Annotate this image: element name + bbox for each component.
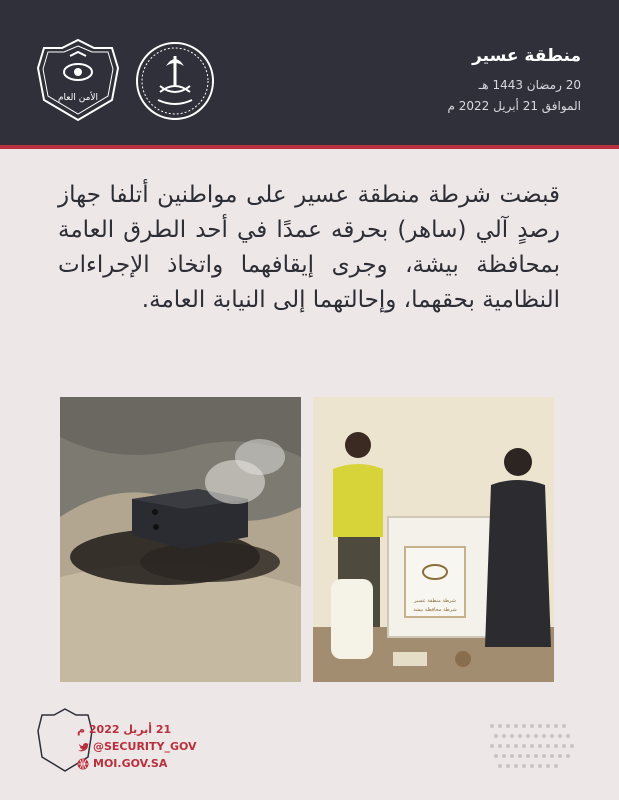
date-gregorian: الموافق 21 أبريل 2022 م — [447, 99, 581, 113]
sign-line-2: شرطة محافظة بيشة — [413, 607, 457, 613]
suspects-photo — [313, 397, 554, 682]
decorative-dots — [488, 722, 580, 774]
ministry-emblem-logo — [134, 40, 216, 122]
date-hijri: 20 رمضان 1443 هـ — [478, 78, 581, 92]
website-url[interactable]: MOI.GOV.SA — [93, 757, 168, 770]
region-title: منطقة عسير — [472, 46, 581, 66]
public-security-logo — [36, 38, 120, 122]
website-row[interactable] — [77, 755, 197, 772]
twitter-row[interactable] — [77, 738, 197, 755]
footer-info — [77, 723, 197, 772]
burnt-device-photo — [60, 397, 301, 682]
sign-line-1: شرطة منطقة عسير — [414, 598, 456, 604]
globe-icon — [77, 758, 89, 770]
footer-date: 21 أبريل 2022 م — [77, 723, 172, 736]
header-accent-line — [0, 145, 619, 149]
news-text: قبضت شرطة منطقة عسير على مواطنين أتلفا جهاز رصدٍ آلي (ساهر) بحرقه عمدًا في أحد الطرق العامة بمحافظة بيشة، وجرى إيقافهما واتخاذ الإجراءات النظامية بحقهما، وإحالتهما إلى النيابة العامة. — [58, 182, 560, 313]
security-logo-label: الأمن العام — [57, 93, 99, 103]
twitter-handle[interactable]: @SECURITY_GOV — [93, 740, 197, 753]
twitter-icon — [77, 741, 89, 753]
